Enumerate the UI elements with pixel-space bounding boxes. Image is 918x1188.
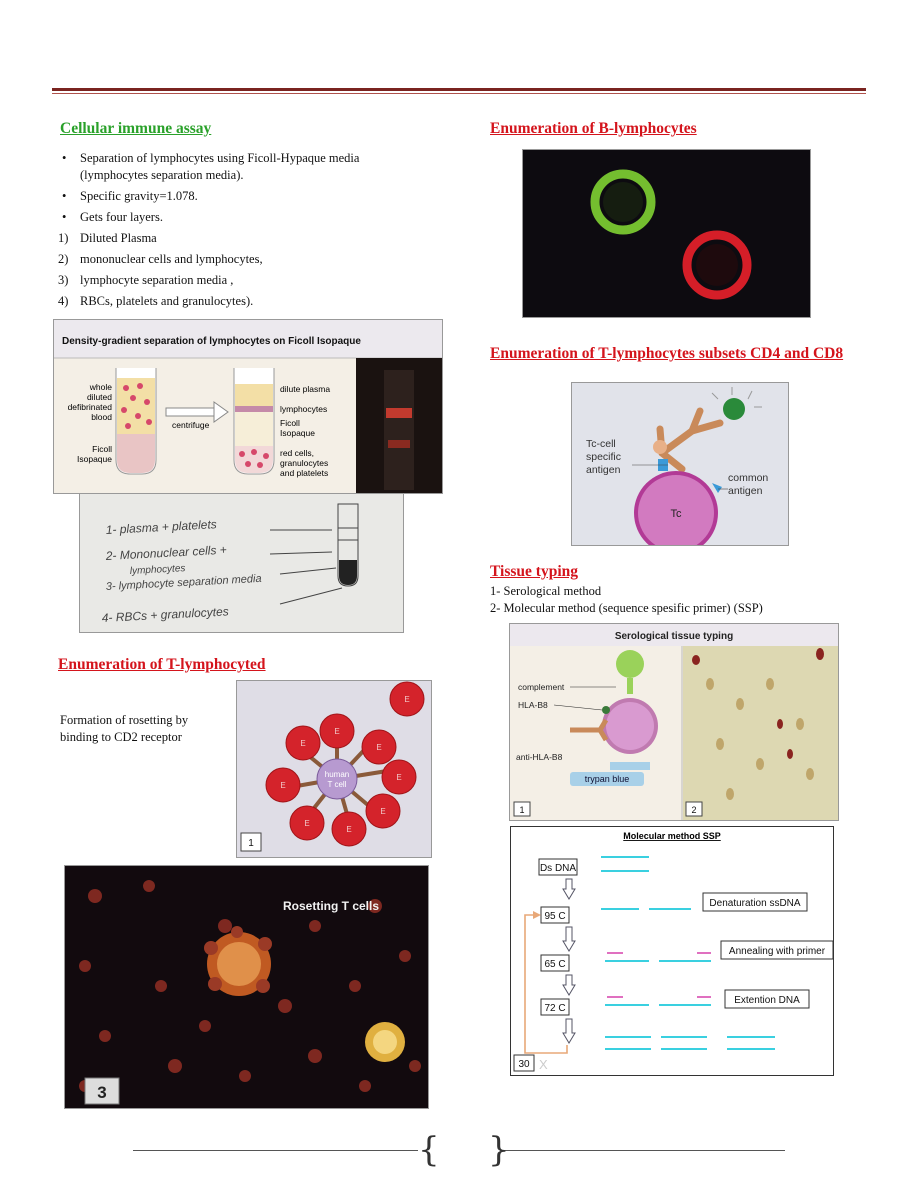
svg-text:3- lymphocyte separation media: 3- lymphocyte separation media bbox=[105, 572, 262, 593]
serological-drawing bbox=[510, 624, 838, 820]
cellular-assay-heading: Cellular immune assay bbox=[60, 120, 212, 137]
svg-text:Extention DNA: Extention DNA bbox=[734, 995, 800, 1006]
svg-text:granulocytes: granulocytes bbox=[280, 458, 329, 468]
svg-text:E: E bbox=[304, 819, 310, 828]
top-rule bbox=[52, 88, 866, 91]
svg-text:E: E bbox=[380, 807, 386, 816]
svg-text:Tc-cell: Tc-cell bbox=[586, 438, 616, 450]
svg-text:30: 30 bbox=[518, 1059, 530, 1070]
svg-text:trypan blue: trypan blue bbox=[584, 774, 630, 784]
layer-item: 2) mononuclear cells and lymphocytes, bbox=[58, 252, 263, 266]
serological-figure bbox=[510, 624, 838, 820]
tc-diagram bbox=[572, 383, 788, 545]
t-lymph-heading: Enumeration of T-lymphocyted bbox=[58, 656, 266, 673]
svg-text:Rosetting T cells: Rosetting T cells bbox=[283, 899, 380, 913]
layer-item: 1) Diluted Plasma bbox=[58, 231, 157, 245]
svg-text:E: E bbox=[280, 781, 286, 790]
tc-antibody-drawing bbox=[572, 383, 788, 545]
svg-text:E: E bbox=[300, 739, 306, 748]
svg-text:T cell: T cell bbox=[327, 780, 347, 789]
svg-text:1: 1 bbox=[248, 838, 254, 849]
svg-text:antigen: antigen bbox=[728, 485, 763, 497]
rosetting-text-1: Formation of rosetting by bbox=[60, 713, 189, 727]
rosette-diagram bbox=[237, 681, 431, 857]
svg-text:E: E bbox=[376, 743, 382, 752]
svg-text:Ficoll: Ficoll bbox=[92, 444, 112, 454]
svg-text:whole: whole bbox=[89, 382, 112, 392]
footer-line-right bbox=[500, 1150, 785, 1151]
svg-text:95 C: 95 C bbox=[544, 911, 566, 922]
svg-text:2: 2 bbox=[691, 805, 697, 815]
layers-list bbox=[58, 230, 428, 310]
footer-brace-close: } bbox=[488, 1130, 510, 1170]
handwritten-drawing bbox=[80, 494, 403, 632]
svg-text:dilute plasma: dilute plasma bbox=[280, 384, 331, 394]
svg-text:E: E bbox=[346, 825, 352, 834]
b-lymph-heading: Enumeration of B-lymphocytes bbox=[490, 120, 697, 137]
footer-line-left bbox=[133, 1150, 418, 1151]
rosetting-photo-drawing bbox=[65, 866, 428, 1108]
svg-text:blood: blood bbox=[91, 412, 112, 422]
rosette-drawing bbox=[237, 681, 431, 857]
svg-text:1: 1 bbox=[519, 805, 525, 815]
svg-text:human: human bbox=[324, 770, 350, 779]
svg-text:65 C: 65 C bbox=[544, 959, 566, 970]
svg-text:diluted: diluted bbox=[86, 392, 112, 402]
bullet-item: • Gets four layers. bbox=[58, 209, 428, 226]
svg-text:anti-HLA-B8: anti-HLA-B8 bbox=[516, 752, 563, 762]
svg-text:Isopaque: Isopaque bbox=[77, 454, 112, 464]
svg-text:72 C: 72 C bbox=[544, 1003, 566, 1014]
svg-text:and platelets: and platelets bbox=[280, 468, 329, 478]
svg-text:Ficoll: Ficoll bbox=[280, 418, 300, 428]
svg-text:4- RBCs + granulocytes: 4- RBCs + granulocytes bbox=[101, 604, 230, 625]
svg-text:defibrinated: defibrinated bbox=[67, 402, 112, 412]
svg-text:Molecular method SSP: Molecular method SSP bbox=[623, 831, 721, 841]
cd4-cd8-heading: Enumeration of T-lymphocytes subsets CD4 and CD8 bbox=[490, 345, 844, 362]
svg-text:3: 3 bbox=[97, 1083, 107, 1102]
svg-text:2- Mononuclear cells +: 2- Mononuclear cells + bbox=[105, 542, 228, 563]
layer-item: 4) RBCs, platelets and granulocytes). bbox=[58, 294, 254, 308]
svg-text:1- plasma + platelets: 1- plasma + platelets bbox=[105, 517, 218, 537]
svg-text:X: X bbox=[539, 1057, 548, 1072]
svg-text:complement: complement bbox=[518, 682, 565, 692]
bullet-list bbox=[58, 150, 428, 226]
b-lymph-photo bbox=[523, 150, 810, 317]
serological-method: 1- Serological method bbox=[490, 584, 602, 598]
b-lymph-fluorescence bbox=[523, 150, 810, 317]
svg-text:common: common bbox=[728, 472, 769, 484]
svg-text:E: E bbox=[334, 727, 340, 736]
svg-text:E: E bbox=[404, 695, 410, 704]
svg-text:Ds DNA: Ds DNA bbox=[539, 863, 577, 874]
rosetting-photo bbox=[65, 866, 428, 1108]
ficoll-diagram bbox=[54, 320, 442, 493]
svg-text:red cells,: red cells, bbox=[280, 448, 315, 458]
svg-text:E: E bbox=[396, 773, 402, 782]
footer-brace-open: { bbox=[418, 1130, 440, 1170]
svg-text:specific: specific bbox=[586, 451, 622, 463]
svg-text:Serological tissue typing: Serological tissue typing bbox=[614, 631, 734, 642]
top-rule-thin bbox=[52, 93, 866, 94]
svg-text:centrifuge: centrifuge bbox=[172, 420, 210, 430]
svg-text:Isopaque: Isopaque bbox=[280, 428, 315, 438]
svg-text:Density-gradient separation of: Density-gradient separation of lymphocytes on Ficoll Isopaque bbox=[62, 336, 361, 347]
handwritten-notes bbox=[80, 494, 403, 632]
bullet-item: • Specific gravity=1.078. bbox=[58, 188, 428, 205]
rosetting-text-2: binding to CD2 receptor bbox=[60, 730, 182, 744]
svg-text:Denaturation ssDNA: Denaturation ssDNA bbox=[709, 898, 801, 909]
molecular-method: 2- Molecular method (sequence spesific primer) (SSP) bbox=[490, 601, 763, 615]
cellular-assay-body bbox=[58, 150, 428, 314]
svg-text:Annealing with primer: Annealing with primer bbox=[728, 946, 826, 957]
svg-text:HLA-B8: HLA-B8 bbox=[518, 700, 548, 710]
ficoll-figure bbox=[54, 320, 442, 493]
tissue-typing-heading: Tissue typing bbox=[490, 563, 579, 580]
ssp-figure bbox=[510, 826, 834, 1076]
svg-text:Tc: Tc bbox=[670, 508, 682, 520]
ssp-drawing bbox=[511, 827, 833, 1075]
layer-item: 3) lymphocyte separation media , bbox=[58, 273, 234, 287]
bullet-item: • Separation of lymphocytes using Ficoll-Hypaque media (lymphocytes separation media). bbox=[58, 150, 428, 184]
svg-text:lymphocytes: lymphocytes bbox=[280, 404, 328, 414]
svg-text:lymphocytes: lymphocytes bbox=[129, 563, 186, 577]
svg-text:antigen: antigen bbox=[586, 464, 621, 476]
